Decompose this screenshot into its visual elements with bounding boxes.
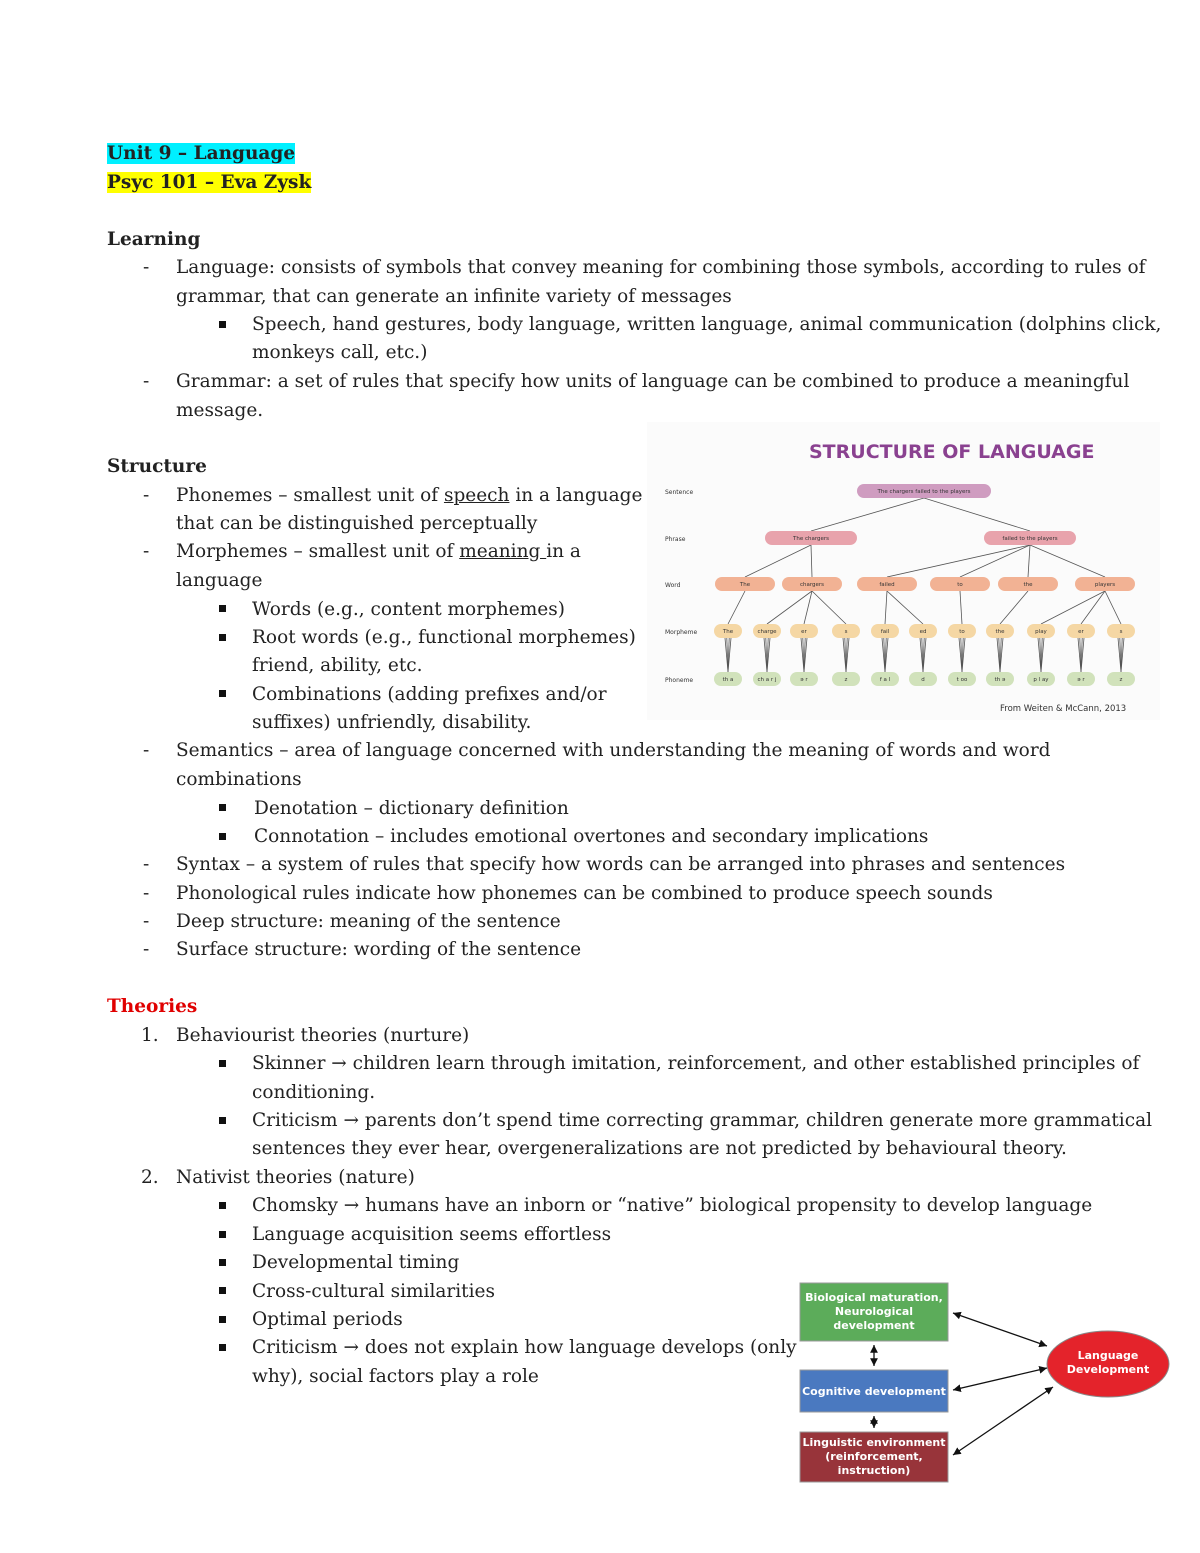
semantics-line2: combinations (176, 769, 302, 790)
square-bullet (219, 1202, 226, 1209)
optimal-item: Optimal periods (252, 1309, 403, 1330)
box3-line3: instruction) (837, 1464, 911, 1477)
phonological-item: Phonological rules indicate how phonemes can be combined to produce speech sounds (176, 883, 993, 904)
diagram-title: STRUCTURE OF LANGUAGE (809, 441, 1095, 463)
arrow-bio-lang (953, 1313, 1047, 1346)
morpheme-node-label: fail (880, 629, 890, 635)
theories-heading: Theories (107, 996, 198, 1017)
morpheme-node-label: ed (919, 629, 927, 635)
dash-bullet: - (143, 883, 150, 904)
root-words-line1: Root words (e.g., functional morphemes) (252, 627, 636, 648)
level-label: Phoneme (665, 677, 694, 684)
timing-item: Developmental timing (252, 1252, 460, 1273)
phrase-node-label: The chargers (792, 536, 830, 542)
phoneme-node-label: z (1119, 677, 1123, 683)
phoneme-node-label: d (921, 677, 925, 683)
effortless-item: Language acquisition seems effortless (252, 1224, 612, 1245)
square-bullet (219, 1231, 226, 1238)
combinations-line2: suffixes) unfriendly, disability. (252, 712, 532, 733)
morpheme-node-label: charge (757, 629, 777, 635)
morpheme-node-label: er (1078, 629, 1084, 635)
morphemes-line1: Morphemes – smallest unit of meaning in a (176, 541, 581, 562)
surface-structure-item: Surface structure: wording of the sentence (176, 939, 582, 960)
square-bullet (219, 804, 226, 811)
nativist-item: Nativist theories (nature) (176, 1167, 415, 1188)
criticism2-line2: why), social factors play a role (252, 1366, 539, 1387)
deep-structure-item: Deep structure: meaning of the sentence (176, 911, 561, 932)
structure-heading: Structure (107, 456, 207, 477)
cross-cultural-item: Cross-cultural similarities (252, 1281, 495, 1302)
skinner-line2: conditioning. (252, 1082, 376, 1103)
phonemes-line1: Phonemes – smallest unit of speech in a language (176, 485, 643, 506)
square-bullet (219, 634, 226, 641)
phoneme-node-label: ə r (1077, 677, 1085, 683)
word-node-label: players (1094, 582, 1116, 588)
word-node-label: to (957, 582, 963, 588)
list-number: 1. (141, 1025, 159, 1046)
square-bullet (219, 1344, 226, 1351)
words-item: Words (e.g., content morphemes) (252, 599, 565, 620)
word-node-label: The (739, 582, 751, 588)
dash-bullet: - (143, 541, 150, 562)
criticism1-line2: sentences they ever hear, overgeneralizations are not predicted by behavioural theory. (252, 1138, 1067, 1159)
square-bullet (219, 1060, 226, 1067)
box1-line3: development (833, 1319, 915, 1332)
square-bullet (219, 321, 226, 328)
morpheme-node-label: er (801, 629, 807, 635)
morphemes-line2: language (176, 570, 263, 591)
dash-bullet: - (143, 939, 150, 960)
sentence-node-label: The chargers failed to the players (877, 489, 971, 495)
learning-heading: Learning (107, 229, 201, 250)
combinations-line1: Combinations (adding prefixes and/or (252, 684, 607, 705)
criticism2-line1: Criticism → does not explain how language develops (only (252, 1337, 797, 1358)
phoneme-node-label: f a l (879, 677, 891, 683)
box1-line2: Neurological (834, 1305, 914, 1318)
syntax-item: Syntax – a system of rules that specify how words can be arranged into phrases and sentences (176, 854, 1066, 875)
square-bullet (219, 690, 226, 697)
square-bullet (219, 1117, 226, 1124)
criticism1-line1: Criticism → parents don’t spend time correcting grammar, children generate more grammatical (252, 1110, 1153, 1131)
ellipse-line1: Language (1077, 1349, 1139, 1362)
arrow-cog-lang (953, 1368, 1047, 1390)
dash-bullet: - (143, 854, 150, 875)
morpheme-node-label: s (844, 629, 848, 635)
speech-line2: monkeys call, etc.) (252, 342, 428, 363)
behaviourist-item: Behaviourist theories (nurture) (176, 1025, 470, 1046)
dash-bullet: - (143, 740, 150, 761)
square-bullet (219, 605, 226, 612)
square-bullet (219, 1316, 226, 1323)
square-bullet (219, 1287, 226, 1294)
phoneme-node-label: ch a r j (757, 677, 777, 683)
phonemes-line2: that can be distinguished perceptually (176, 513, 538, 534)
course-title: Psyc 101 – Eva Zysk (107, 172, 312, 193)
morpheme-node-label: play (1035, 629, 1047, 635)
dash-bullet: - (143, 371, 150, 392)
level-label: Sentence (665, 489, 694, 496)
square-bullet (219, 833, 226, 840)
phoneme-node-label: t oo (956, 677, 968, 683)
ellipse-line2: Development (1066, 1363, 1150, 1376)
list-number: 2. (141, 1167, 159, 1188)
diagram-credit: From Weiten & McCann, 2013 (1000, 704, 1127, 714)
box3-line1: Linguistic environment (802, 1436, 946, 1449)
dash-bullet: - (143, 257, 150, 278)
morpheme-node-label: to (959, 629, 965, 635)
level-label: Morpheme (665, 629, 698, 636)
dash-bullet: - (143, 911, 150, 932)
arrow-ling-lang (953, 1387, 1053, 1455)
word-node-label: failed (879, 582, 895, 588)
grammar-line1: Grammar: a set of rules that specify how units of language can be combined to produce a meaningful (176, 371, 1130, 392)
morpheme-node-label: The (722, 629, 734, 635)
chomsky-item: Chomsky → humans have an inborn or “native” biological propensity to develop language (252, 1195, 1093, 1216)
language-def-line2: grammar, that can generate an infinite variety of messages (176, 286, 732, 307)
grammar-line2: message. (176, 400, 264, 421)
skinner-line1: Skinner → children learn through imitation, reinforcement, and other established principles of (252, 1053, 1140, 1074)
box2-label: Cognitive development (802, 1385, 946, 1398)
root-words-line2: friend, ability, etc. (252, 655, 423, 676)
phrase-node-label: failed to the players (1002, 536, 1058, 542)
structure-of-language-diagram (647, 422, 1160, 720)
word-node-label: the (1023, 582, 1033, 588)
morpheme-node-label: the (995, 629, 1005, 635)
level-label: Word (665, 582, 681, 589)
phoneme-node-label: th ə (994, 677, 1006, 683)
dash-bullet: - (143, 485, 150, 506)
language-development-diagram (797, 1280, 1175, 1485)
level-label: Phrase (665, 536, 686, 543)
phoneme-node-label: z (844, 677, 848, 683)
unit-title: Unit 9 – Language (107, 143, 296, 164)
denotation-item: Denotation – dictionary definition (254, 798, 569, 819)
phoneme-node-label: p l ay (1033, 677, 1049, 683)
language-def-line1: Language: consists of symbols that convey meaning for combining those symbols, according to rules of (176, 257, 1146, 278)
phoneme-node-label: th a (722, 677, 734, 683)
word-node-label: chargers (799, 582, 825, 588)
semantics-line1: Semantics – area of language concerned with understanding the meaning of words and word (176, 740, 1051, 761)
phoneme-node-label: ə r (800, 677, 808, 683)
box1-line1: Biological maturation, (805, 1291, 943, 1304)
connotation-item: Connotation – includes emotional overtones and secondary implications (254, 826, 929, 847)
box3-line2: (reinforcement, (825, 1450, 923, 1463)
square-bullet (219, 1259, 226, 1266)
morpheme-node-label: s (1119, 629, 1123, 635)
speech-line1: Speech, hand gestures, body language, written language, animal communication (dolphins click, (252, 314, 1162, 335)
